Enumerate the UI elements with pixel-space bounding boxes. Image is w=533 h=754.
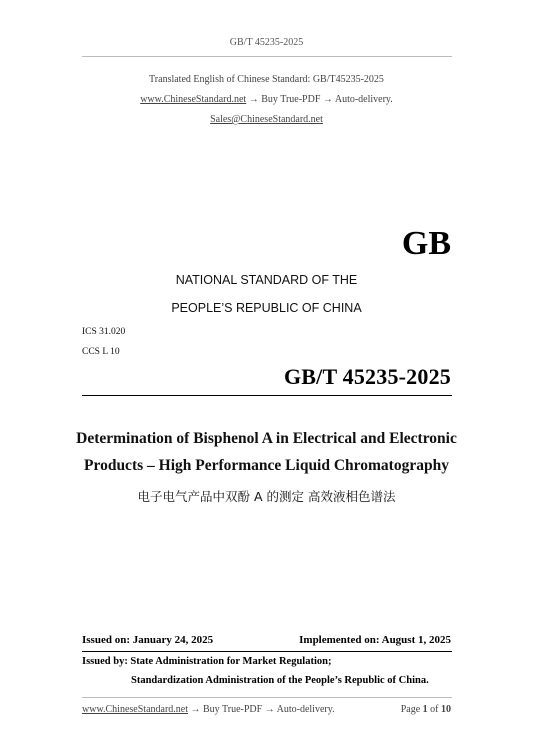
standard-code: GB/T 45235-2025 <box>283 364 451 389</box>
ccs-code: CCS L 10 <box>82 347 120 357</box>
issuer-line1: Issued by: State Administration for Market Regulation; <box>82 656 332 667</box>
email-line <box>0 114 533 125</box>
dates-divider <box>82 651 452 652</box>
header-divider <box>82 56 452 57</box>
page-current: 1 <box>422 704 428 715</box>
page-indicator: Page 1 of 10 <box>400 704 451 715</box>
ics-code: ICS 31.020 <box>82 327 126 337</box>
page-total: 10 <box>441 704 451 715</box>
email-link[interactable]: Sales@ChineseStandard.net <box>210 114 323 125</box>
footer-purchase-line <box>82 704 335 715</box>
running-header: GB/T 45235-2025 <box>229 37 304 48</box>
title-line2: Products – High Performance Liquid Chromatography <box>84 457 449 474</box>
code-divider <box>82 395 452 396</box>
issued-date: Issued on: January 24, 2025 <box>82 634 214 646</box>
footer-site-link[interactable]: www.ChineseStandard.net <box>82 704 188 715</box>
implemented-date: Implemented on: August 1, 2025 <box>299 634 451 646</box>
purchase-text: → Buy True-PDF → Auto-delivery. <box>246 94 393 105</box>
title-line1: Determination of Bisphenol A in Electrical and Electronic <box>76 430 457 447</box>
purchase-line <box>0 94 533 105</box>
footer-purchase-text: → Buy True-PDF → Auto-delivery. <box>188 704 335 715</box>
footer-divider <box>82 697 452 698</box>
site-link[interactable]: www.ChineseStandard.net <box>140 94 247 105</box>
gb-mark: GB <box>401 225 451 262</box>
title-chinese: 电子电气产品中双酚 A 的测定 高效液相色谱法 <box>137 489 396 504</box>
issuer-line2: Standardization Administration of the People’s Republic of China. <box>131 675 429 686</box>
national-standard-line1: NATIONAL STANDARD OF THE <box>175 273 358 287</box>
translation-notice: Translated English of Chinese Standard: GB/T45235-2025 <box>149 74 384 85</box>
national-standard-line2: PEOPLE’S REPUBLIC OF CHINA <box>171 301 362 315</box>
